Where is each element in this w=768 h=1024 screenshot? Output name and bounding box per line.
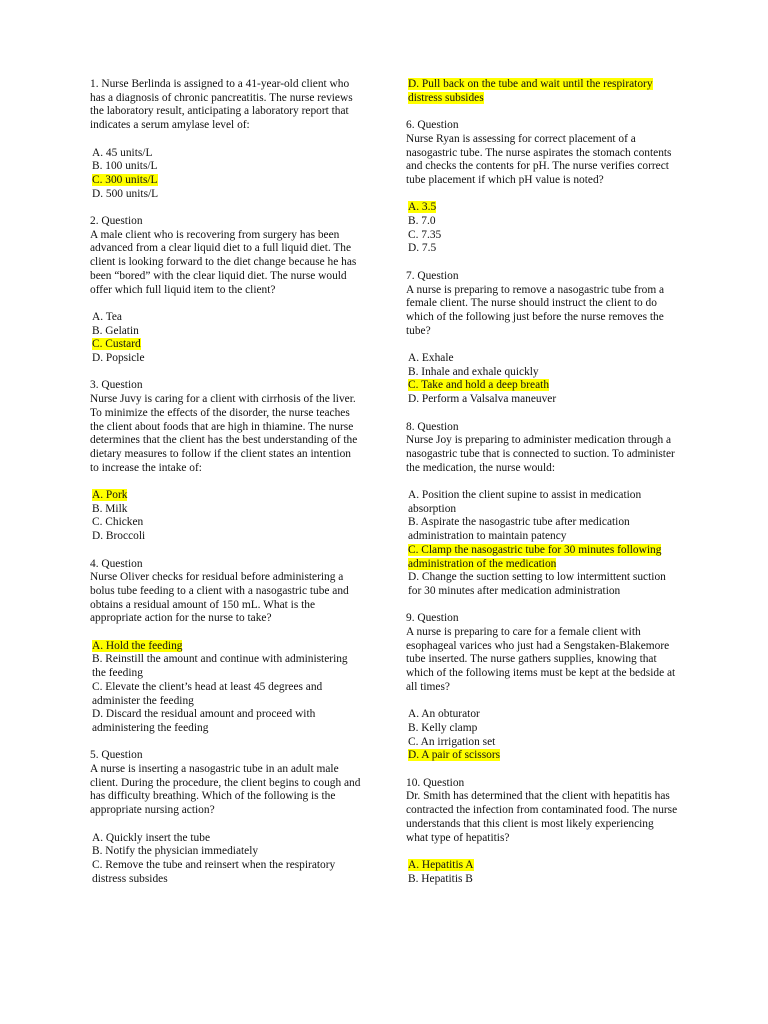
option-text: D. Popsicle <box>92 352 145 365</box>
answer-option <box>90 160 362 174</box>
question-header: 7. Question <box>406 269 459 282</box>
question-header: 10. Question <box>406 776 465 789</box>
question-4 <box>90 558 362 736</box>
answer-option <box>90 530 362 544</box>
option-list <box>90 147 362 202</box>
answer-option <box>406 722 678 736</box>
option-text: C. An irrigation set <box>408 735 496 748</box>
answer-option <box>406 366 678 380</box>
question-2 <box>90 215 362 366</box>
question-text: Dr. Smith has determined that the client with hepatitis has contracted the infection from contaminated food. The nurse understands that this client is most likely experiencing what type of hepatitis? <box>406 790 678 844</box>
option-text: B. Hepatitis B <box>408 872 473 885</box>
option-text: B. Gelatin <box>92 324 139 337</box>
question-10 <box>406 777 678 887</box>
option-text: B. 7.0 <box>408 215 436 227</box>
right-column <box>406 78 678 900</box>
option-list <box>406 489 678 599</box>
option-text: A. Tea <box>92 310 122 323</box>
question-text: A nurse is preparing to care for a female client with esophageal varices who just had a Sengstaken-Blakemore tube inserted. The nurse gathers supplies, knowing that which of the following items must be kept at the bedside at all times? <box>406 626 676 693</box>
highlighted-answer: C. Take and hold a deep breath <box>408 379 550 392</box>
highlighted-answer: C. Clamp the nasogastric tube for 30 minutes following administration of the medication <box>408 543 662 570</box>
question-text: A nurse is inserting a nasogastric tube in an adult male client. During the procedure, the client begins to cough and has difficulty breathing. Which of the following is the appropriate nursing action? <box>90 763 361 817</box>
highlighted-answer: D. A pair of scissors <box>408 749 501 762</box>
answer-option <box>90 503 362 517</box>
answer-option <box>90 640 362 654</box>
answer-option <box>90 653 362 680</box>
answer-option <box>90 174 362 188</box>
question-header: 2. Question <box>90 215 143 227</box>
question-header: 5. Question <box>90 749 143 762</box>
answer-option <box>90 311 362 325</box>
answer-option <box>406 859 678 873</box>
answer-option <box>90 188 362 202</box>
question-text: A nurse is preparing to remove a nasogastric tube from a female client. The nurse should instruct the client to do which of the following just before the nurse removes the tube? <box>406 283 665 337</box>
answer-option <box>406 229 678 243</box>
question-text: A male client who is recovering from surgery has been advanced from a clear liquid diet to a full liquid diet. The client is looking forward to the diet change because he has been “bored” with the clear liquid diet. The nurse would offer which full liquid item to the client? <box>90 228 357 296</box>
question-5 <box>90 749 362 886</box>
answer-option <box>406 749 678 763</box>
answer-option <box>406 215 678 229</box>
option-text: C. Chicken <box>92 516 144 529</box>
answer-option <box>90 489 362 503</box>
option-text: D. Discard the residual amount and proceed with administering the feeding <box>92 708 316 734</box>
question-header: 6. Question <box>406 119 459 132</box>
option-list <box>90 489 362 544</box>
option-list <box>406 708 678 763</box>
highlighted-answer: C. Custard <box>92 338 141 351</box>
question-text: Nurse Juvy is caring for a client with cirrhosis of the liver. To minimize the effects of the disorder, the nurse teaches the client about foods that are high in thiamine. The nurse determines that the client has the best understanding of the dietary measures to follow if the client states an intention to increase the intake of: <box>90 393 358 474</box>
answer-option <box>90 352 362 366</box>
answer-option <box>90 681 362 708</box>
option-text: B. Inhale and exhale quickly <box>408 365 539 378</box>
answer-option <box>90 845 362 859</box>
highlighted-answer: C. 300 units/L <box>92 173 158 186</box>
option-text: A. An obturator <box>408 708 480 721</box>
answer-option <box>406 352 678 366</box>
option-text: A. Quickly insert the tube <box>92 831 210 844</box>
answer-option <box>90 708 362 735</box>
option-text: D. Broccoli <box>92 530 146 543</box>
highlighted-answer: A. Pork <box>92 489 128 502</box>
highlighted-answer: D. Pull back on the tube and wait until the respiratory distress subsides <box>408 78 653 104</box>
answer-option <box>406 571 678 598</box>
option-text: B. Kelly clamp <box>408 721 478 734</box>
option-text: A. 45 units/L <box>92 146 153 159</box>
question-9 <box>406 612 678 763</box>
option-text: D. Perform a Valsalva maneuver <box>408 393 557 406</box>
question-text: Nurse Oliver checks for residual before administering a bolus tube feeding to a client with a nasogastric tube and obtains a residual amount of 150 mL. What is the appropriate action for the nurse to take? <box>90 571 349 625</box>
option-list <box>90 311 362 366</box>
answer-option <box>406 242 678 256</box>
answer-option <box>406 78 678 105</box>
question-header: 8. Question <box>406 420 459 433</box>
option-text: A. Exhale <box>408 352 454 364</box>
option-text: B. Reinstill the amount and continue with administering the feeding <box>92 653 348 680</box>
question-6 <box>406 119 678 256</box>
answer-option <box>90 147 362 161</box>
answer-option <box>90 859 362 886</box>
question-text: Nurse Joy is preparing to administer medication through a nasogastric tube that is connected to suction. To administer the medication, the nurse would: <box>406 434 675 474</box>
answer-option <box>406 873 678 887</box>
answer-option <box>406 379 678 393</box>
option-text: D. 7.5 <box>408 242 437 255</box>
answer-option <box>406 544 678 571</box>
answer-option <box>406 489 678 516</box>
option-list <box>406 859 678 886</box>
answer-option <box>406 393 678 407</box>
option-text: C. Elevate the client’s head at least 45 degrees and administer the feeding <box>92 680 323 707</box>
option-text: B. Aspirate the nasogastric tube after medication administration to maintain patency <box>408 516 630 543</box>
answer-option <box>406 516 678 543</box>
option-text: C. 7.35 <box>408 228 442 241</box>
question-7 <box>406 270 678 407</box>
answer-option <box>406 708 678 722</box>
answer-option <box>90 338 362 352</box>
option-text: C. Remove the tube and reinsert when the respiratory distress subsides <box>92 858 336 885</box>
question-3 <box>90 379 362 543</box>
option-text: A. Position the client supine to assist in medication absorption <box>408 489 642 515</box>
answer-option <box>90 516 362 530</box>
option-text: B. 100 units/L <box>92 160 158 173</box>
answer-option <box>90 832 362 846</box>
continued-option-list <box>406 78 678 105</box>
question-1 <box>90 78 362 201</box>
option-list <box>90 640 362 736</box>
option-text: D. 500 units/L <box>92 187 159 200</box>
option-list <box>406 201 678 256</box>
highlighted-answer: A. 3.5 <box>408 201 437 214</box>
option-text: D. Change the suction setting to low intermittent suction for 30 minutes after medication administration <box>408 571 666 597</box>
highlighted-answer: A. Hold the feeding <box>92 639 183 652</box>
question-header: 3. Question <box>90 379 143 392</box>
question-8 <box>406 421 678 599</box>
question-header: 9. Question <box>406 612 459 625</box>
answer-option <box>406 201 678 215</box>
option-list <box>406 352 678 407</box>
answer-option <box>90 325 362 339</box>
option-list <box>90 832 362 887</box>
left-column <box>90 78 362 900</box>
option-text: B. Notify the physician immediately <box>92 845 259 858</box>
option-text: B. Milk <box>92 502 128 515</box>
answer-option <box>406 736 678 750</box>
highlighted-answer: A. Hepatitis A <box>408 858 474 871</box>
question-text: Nurse Ryan is assessing for correct placement of a nasogastric tube. The nurse aspirates the stomach contents and checks the contents for pH. The nurse verifies correct tube placement if which pH value is noted? <box>406 132 672 186</box>
question-header: 4. Question <box>90 557 143 570</box>
question-text: 1. Nurse Berlinda is assigned to a 41-year-old client who has a diagnosis of chronic pancreatitis. The nurse reviews the laboratory result, anticipating a laboratory report that indicates a serum amylase level of: <box>90 78 353 132</box>
